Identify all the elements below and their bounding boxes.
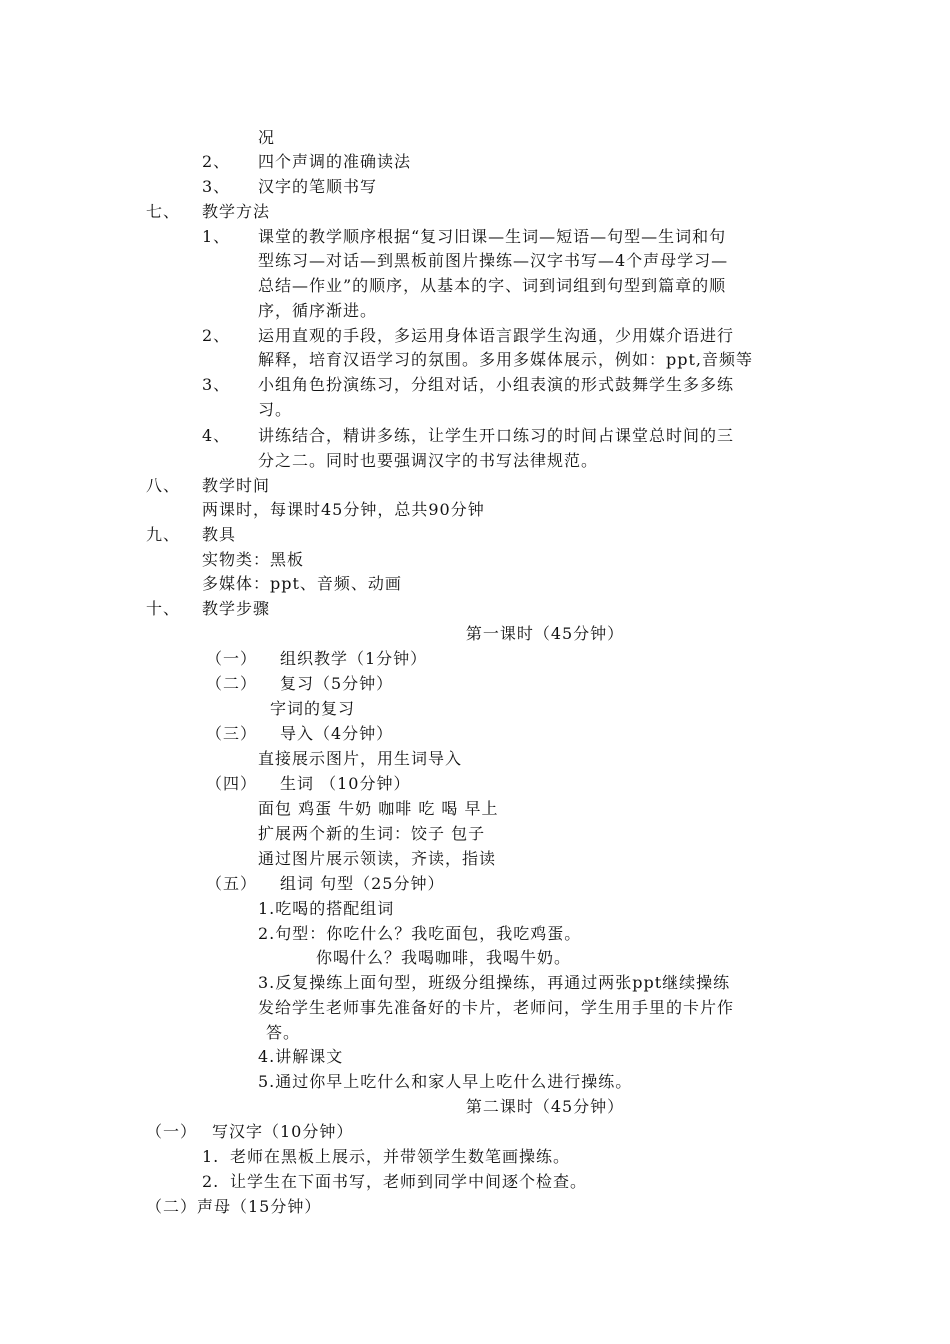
lesson-heading: 第二课时（45分钟） xyxy=(465,1097,625,1116)
section-number: 十、 xyxy=(146,599,181,618)
text-line: 让学生在下面书写，老师到同学中间逐个检查。 xyxy=(230,1172,588,1191)
text-line: 序，循序渐进。 xyxy=(258,301,378,320)
list-number: 2. xyxy=(202,1172,220,1191)
list-number: 3、 xyxy=(202,177,231,196)
section-heading: 教学时间 xyxy=(202,476,271,495)
step-number: （二） xyxy=(206,674,258,693)
step-title: 导入（4分钟） xyxy=(280,724,394,743)
text-line: 答。 xyxy=(266,1023,301,1042)
step-number: （三） xyxy=(206,724,258,743)
text-line: 况 xyxy=(258,128,276,147)
text-line: 你喝什么？我喝咖啡，我喝牛奶。 xyxy=(316,948,572,967)
step-title: 生词 （10分钟） xyxy=(280,774,411,793)
section-number: 九、 xyxy=(146,525,181,544)
text-line: 四个声调的准确读法 xyxy=(258,152,412,171)
text-line: 两课时，每课时45分钟，总共90分钟 xyxy=(202,500,485,519)
text-line: 5.通过你早上吃什么和家人早上吃什么进行操练。 xyxy=(258,1072,633,1091)
text-line: 运用直观的手段，多运用身体语言跟学生沟通，少用媒介语进行 xyxy=(258,326,735,345)
text-line: 分之二。同时也要强调汉字的书写法律规范。 xyxy=(258,451,599,470)
list-number: 4、 xyxy=(202,426,231,445)
text-line: 发给学生老师事先准备好的卡片，老师问，学生用手里的卡片作 xyxy=(258,998,735,1017)
text-line: 通过图片展示领读，齐读，指读 xyxy=(258,849,497,868)
text-line: 字词的复习 xyxy=(270,699,356,718)
step-number: （五） xyxy=(206,874,258,893)
text-line: 小组角色扮演练习，分组对话，小组表演的形式鼓舞学生多多练 xyxy=(258,375,735,394)
text-line: 课堂的教学顺序根据“复习旧课—生词—短语—句型—生词和句 xyxy=(258,227,727,246)
step-title: （二）声母（15分钟） xyxy=(146,1197,322,1216)
section-number: 七、 xyxy=(146,202,181,221)
text-line: 习。 xyxy=(258,400,293,419)
list-number: 3、 xyxy=(202,375,231,394)
list-number: 2、 xyxy=(202,152,231,171)
text-line: 多媒体：ppt、音频、动画 xyxy=(202,574,402,593)
list-number: 1. xyxy=(202,1147,220,1166)
step-title: 复习（5分钟） xyxy=(280,674,394,693)
text-line: 汉字的笔顺书写 xyxy=(258,177,378,196)
text-line: 直接展示图片，用生词导入 xyxy=(258,749,463,768)
section-number: 八、 xyxy=(146,476,181,495)
step-number: （一） xyxy=(206,649,258,668)
text-line: 解释，培育汉语学习的氛围。多用多媒体展示，例如：ppt,音频等 xyxy=(258,350,754,369)
lesson-heading: 第一课时（45分钟） xyxy=(465,624,625,643)
step-number: （四） xyxy=(206,774,258,793)
text-line: 扩展两个新的生词：饺子 包子 xyxy=(258,824,486,843)
step-title: 组词 句型（25分钟） xyxy=(280,874,445,893)
section-heading: 教具 xyxy=(202,525,237,544)
text-line: 讲练结合，精讲多练，让学生开口练习的时间占课堂总时间的三 xyxy=(258,426,735,445)
text-line: 总结—作业”的顺序，从基本的字、词到词组到句型到篇章的顺 xyxy=(258,276,727,295)
text-line: 2.句型：你吃什么？我吃面包，我吃鸡蛋。 xyxy=(258,924,582,943)
text-line: 老师在黑板上展示，并带领学生数笔画操练。 xyxy=(230,1147,571,1166)
step-title: 组织教学（1分钟） xyxy=(280,649,428,668)
list-number: 1、 xyxy=(202,227,231,246)
list-number: 2、 xyxy=(202,326,231,345)
text-line: 面包 鸡蛋 牛奶 咖啡 吃 喝 早上 xyxy=(258,799,499,818)
section-heading: 教学方法 xyxy=(202,202,271,221)
text-line: 4.讲解课文 xyxy=(258,1047,344,1066)
step-title: 写汉字（10分钟） xyxy=(212,1122,354,1141)
text-line: 实物类：黑板 xyxy=(202,550,305,569)
section-heading: 教学步骤 xyxy=(202,599,271,618)
step-number: （一） xyxy=(146,1122,198,1141)
text-line: 1.吃喝的搭配组词 xyxy=(258,899,395,918)
text-line: 型练习—对话—到黑板前图片操练—汉字书写—4个声母学习— xyxy=(258,251,729,270)
text-line: 3.反复操练上面句型，班级分组操练，再通过两张ppt继续操练 xyxy=(258,973,731,992)
